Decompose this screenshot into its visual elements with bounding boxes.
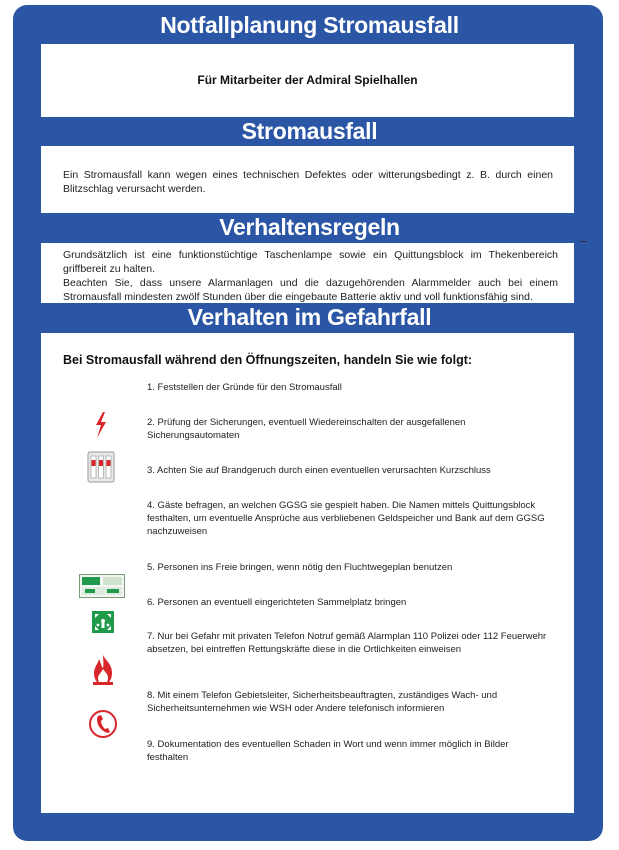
page-title: Notfallplanung Stromausfall <box>160 12 459 38</box>
fire-icon <box>91 654 115 686</box>
subtitle: Für Mitarbeiter der Admiral Spielhallen <box>197 73 418 87</box>
section-heading-stromausfall: Stromausfall <box>241 118 378 144</box>
verhaltensregeln-line-1: Grundsätzlich ist eine funktionstüchtige Taschenlampe sowie ein Quittungsblock im Thekenbereich griffbereit zu halten. <box>63 249 558 275</box>
step-3: 3. Achten Sie auf Brandgeruch durch einen eventuellen verursachten Kurzschluss <box>147 465 491 476</box>
gefahrfall-panel <box>41 333 574 813</box>
subtitle-panel <box>41 44 574 117</box>
verhaltensregeln-panel <box>41 243 574 303</box>
step-7: 7. Nur bei Gefahr mit privaten Telefon Notruf gemäß Alarmplan 110 Polizei oder 112 Feuerwehr absetzen, bei eintreffen Rettungskräfte diese in die Ortlichkeiten einweisen <box>147 631 547 655</box>
circuit-breaker-icon <box>86 450 116 484</box>
lightning-icon <box>94 412 108 438</box>
step-8: 8. Mit einem Telefon Gebietsleiter, Sicherheitsbeauftragten, zuständiges Wach- und Sicherheitsunternehmen wie WSH oder Andere telefonisch informieren <box>147 690 498 714</box>
step-5: 5. Personen ins Freie bringen, wenn nötig den Fluchtwegeplan benutzen <box>147 562 453 573</box>
stromausfall-text: Ein Stromausfall kann wegen eines technischen Defektes oder witterungsbedingt z. B. durch einen Blitzschlag verursacht werden. <box>63 169 553 195</box>
step-1: 1. Feststellen der Gründe für den Stromausfall <box>147 382 342 393</box>
stromausfall-panel <box>41 146 574 213</box>
step-6: 6. Personen an eventuell eingerichteten Sammelplatz bringen <box>147 597 407 608</box>
step-2: 2. Prüfung der Sicherungen, eventuell Wiedereinschalten der ausgefallenen Sicherungsautomaten <box>147 417 466 441</box>
step-4: 4. Gäste befragen, an welchen GGSG sie gespielt haben. Die Namen mittels Quittungsblock festhalten, um eventuelle Ansprüche aus verbliebenen Geldspeicher und Bank auf dem GGSG nachzuweisen <box>147 500 545 537</box>
assembly-point-icon <box>92 611 114 633</box>
gefahrfall-intro: Bei Stromausfall während den Öffnungszeiten, handeln Sie wie folgt: <box>63 353 473 367</box>
margin-tick <box>580 241 587 242</box>
section-heading-gefahrfall: Verhalten im Gefahrfall <box>187 304 432 330</box>
emergency-phone-icon <box>89 708 117 740</box>
section-heading-verhaltensregeln: Verhaltensregeln <box>219 214 400 240</box>
step-9: 9. Dokumentation des eventuellen Schaden in Wort und wenn immer möglich in Bilder festhalten <box>147 739 509 763</box>
verhaltensregeln-line-2: Beachten Sie, dass unsere Alarmanlagen und die dazugehörenden Alarmmelder auch bei einem Stromausfall mindesten zwölf Stunden über die eingebaute Batterie aktiv und voll funktionsfähig sind. <box>63 277 558 303</box>
verhaltensregeln-text <box>63 248 558 304</box>
escape-plan-icon <box>79 574 125 598</box>
